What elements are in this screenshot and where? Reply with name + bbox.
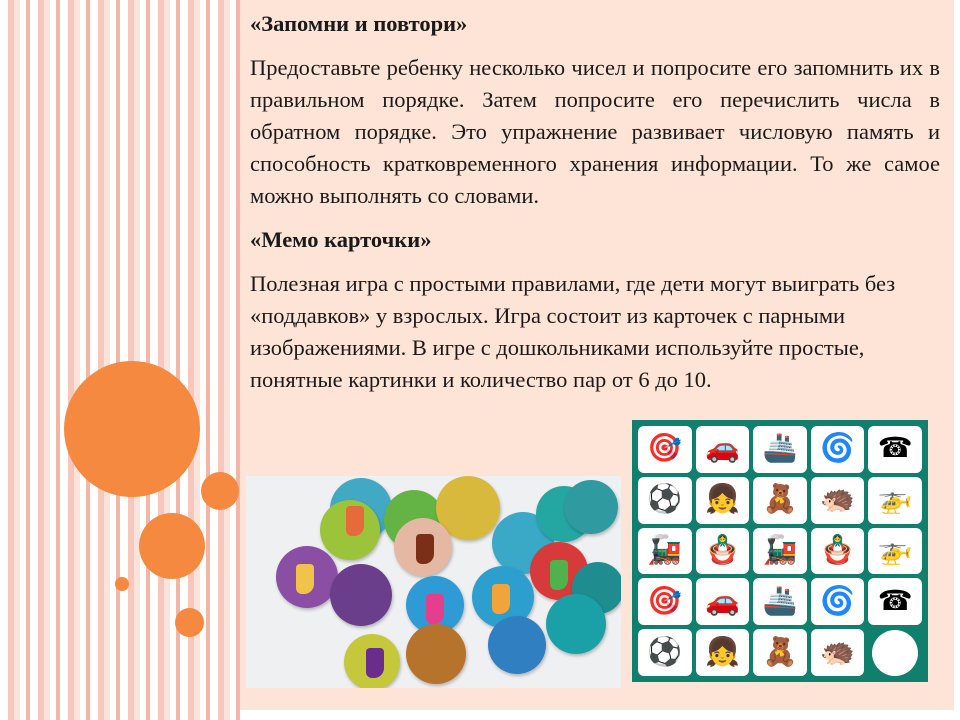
hedgehog-icon: 🦔 [811,629,865,676]
teddy-bear-icon: 🧸 [753,477,807,524]
ship-icon: 🚢 [753,426,807,473]
doll-icon: 👧 [696,477,750,524]
section-text-remember: Предоставьте ребенку несколько чисел и попросите его запомнить их в правильном порядке. Затем попросите его перечислить числа в обратном порядке. Это упражнение развивает числовую память и способность кратковременного хранения информации. То же самое можно выполнять со словами. [250,55,940,208]
pyramid-icon: 🎯 [638,578,692,625]
ship-icon: 🚢 [753,578,807,625]
train-icon: 🚂 [638,528,692,575]
section-text-memo: Полезная игра с простыми правилами, где дети могут выиграть без «поддавков» у взрослых. Игра состоит из карточек с парными изображениями. В игре с дошкольниками используйте простые, понятные картинки и количество пар от 6 до 10. [250,271,896,392]
teddy-bear-icon: 🧸 [753,629,807,676]
train-icon: 🚂 [753,528,807,575]
memo-card-grid [632,420,928,682]
decor-circle-medium [139,513,205,579]
ball-icon: ⚽ [638,629,692,676]
decor-circle-large [64,361,200,497]
decorative-stripes [0,0,240,720]
hedgehog-icon: 🦔 [811,477,865,524]
section-heading-memo: «Мемо карточки» [250,227,432,252]
text-content [250,8,940,408]
ball-icon: ⚽ [638,477,692,524]
decor-circle-tiny [115,577,129,591]
telephone-icon: ☎ [868,578,922,625]
helicopter-icon: 🚁 [868,477,922,524]
pyramid-icon: 🎯 [638,426,692,473]
matryoshka-icon: 🪆 [811,528,865,575]
spinning-top-icon: 🌀 [811,426,865,473]
doll-icon: 👧 [696,629,750,676]
blank-card [868,629,922,676]
helicopter-icon: 🚁 [868,528,922,575]
matryoshka-icon: 🪆 [696,528,750,575]
telephone-icon: ☎ [868,426,922,473]
car-icon: 🚗 [696,578,750,625]
spinning-top-icon: 🌀 [811,578,865,625]
decor-circle-small-2 [175,608,204,637]
section-heading-remember: «Запомни и повтори» [250,11,468,36]
decor-circle-small [201,472,239,510]
car-icon: 🚗 [696,426,750,473]
sock-tokens-photo [246,476,621,688]
